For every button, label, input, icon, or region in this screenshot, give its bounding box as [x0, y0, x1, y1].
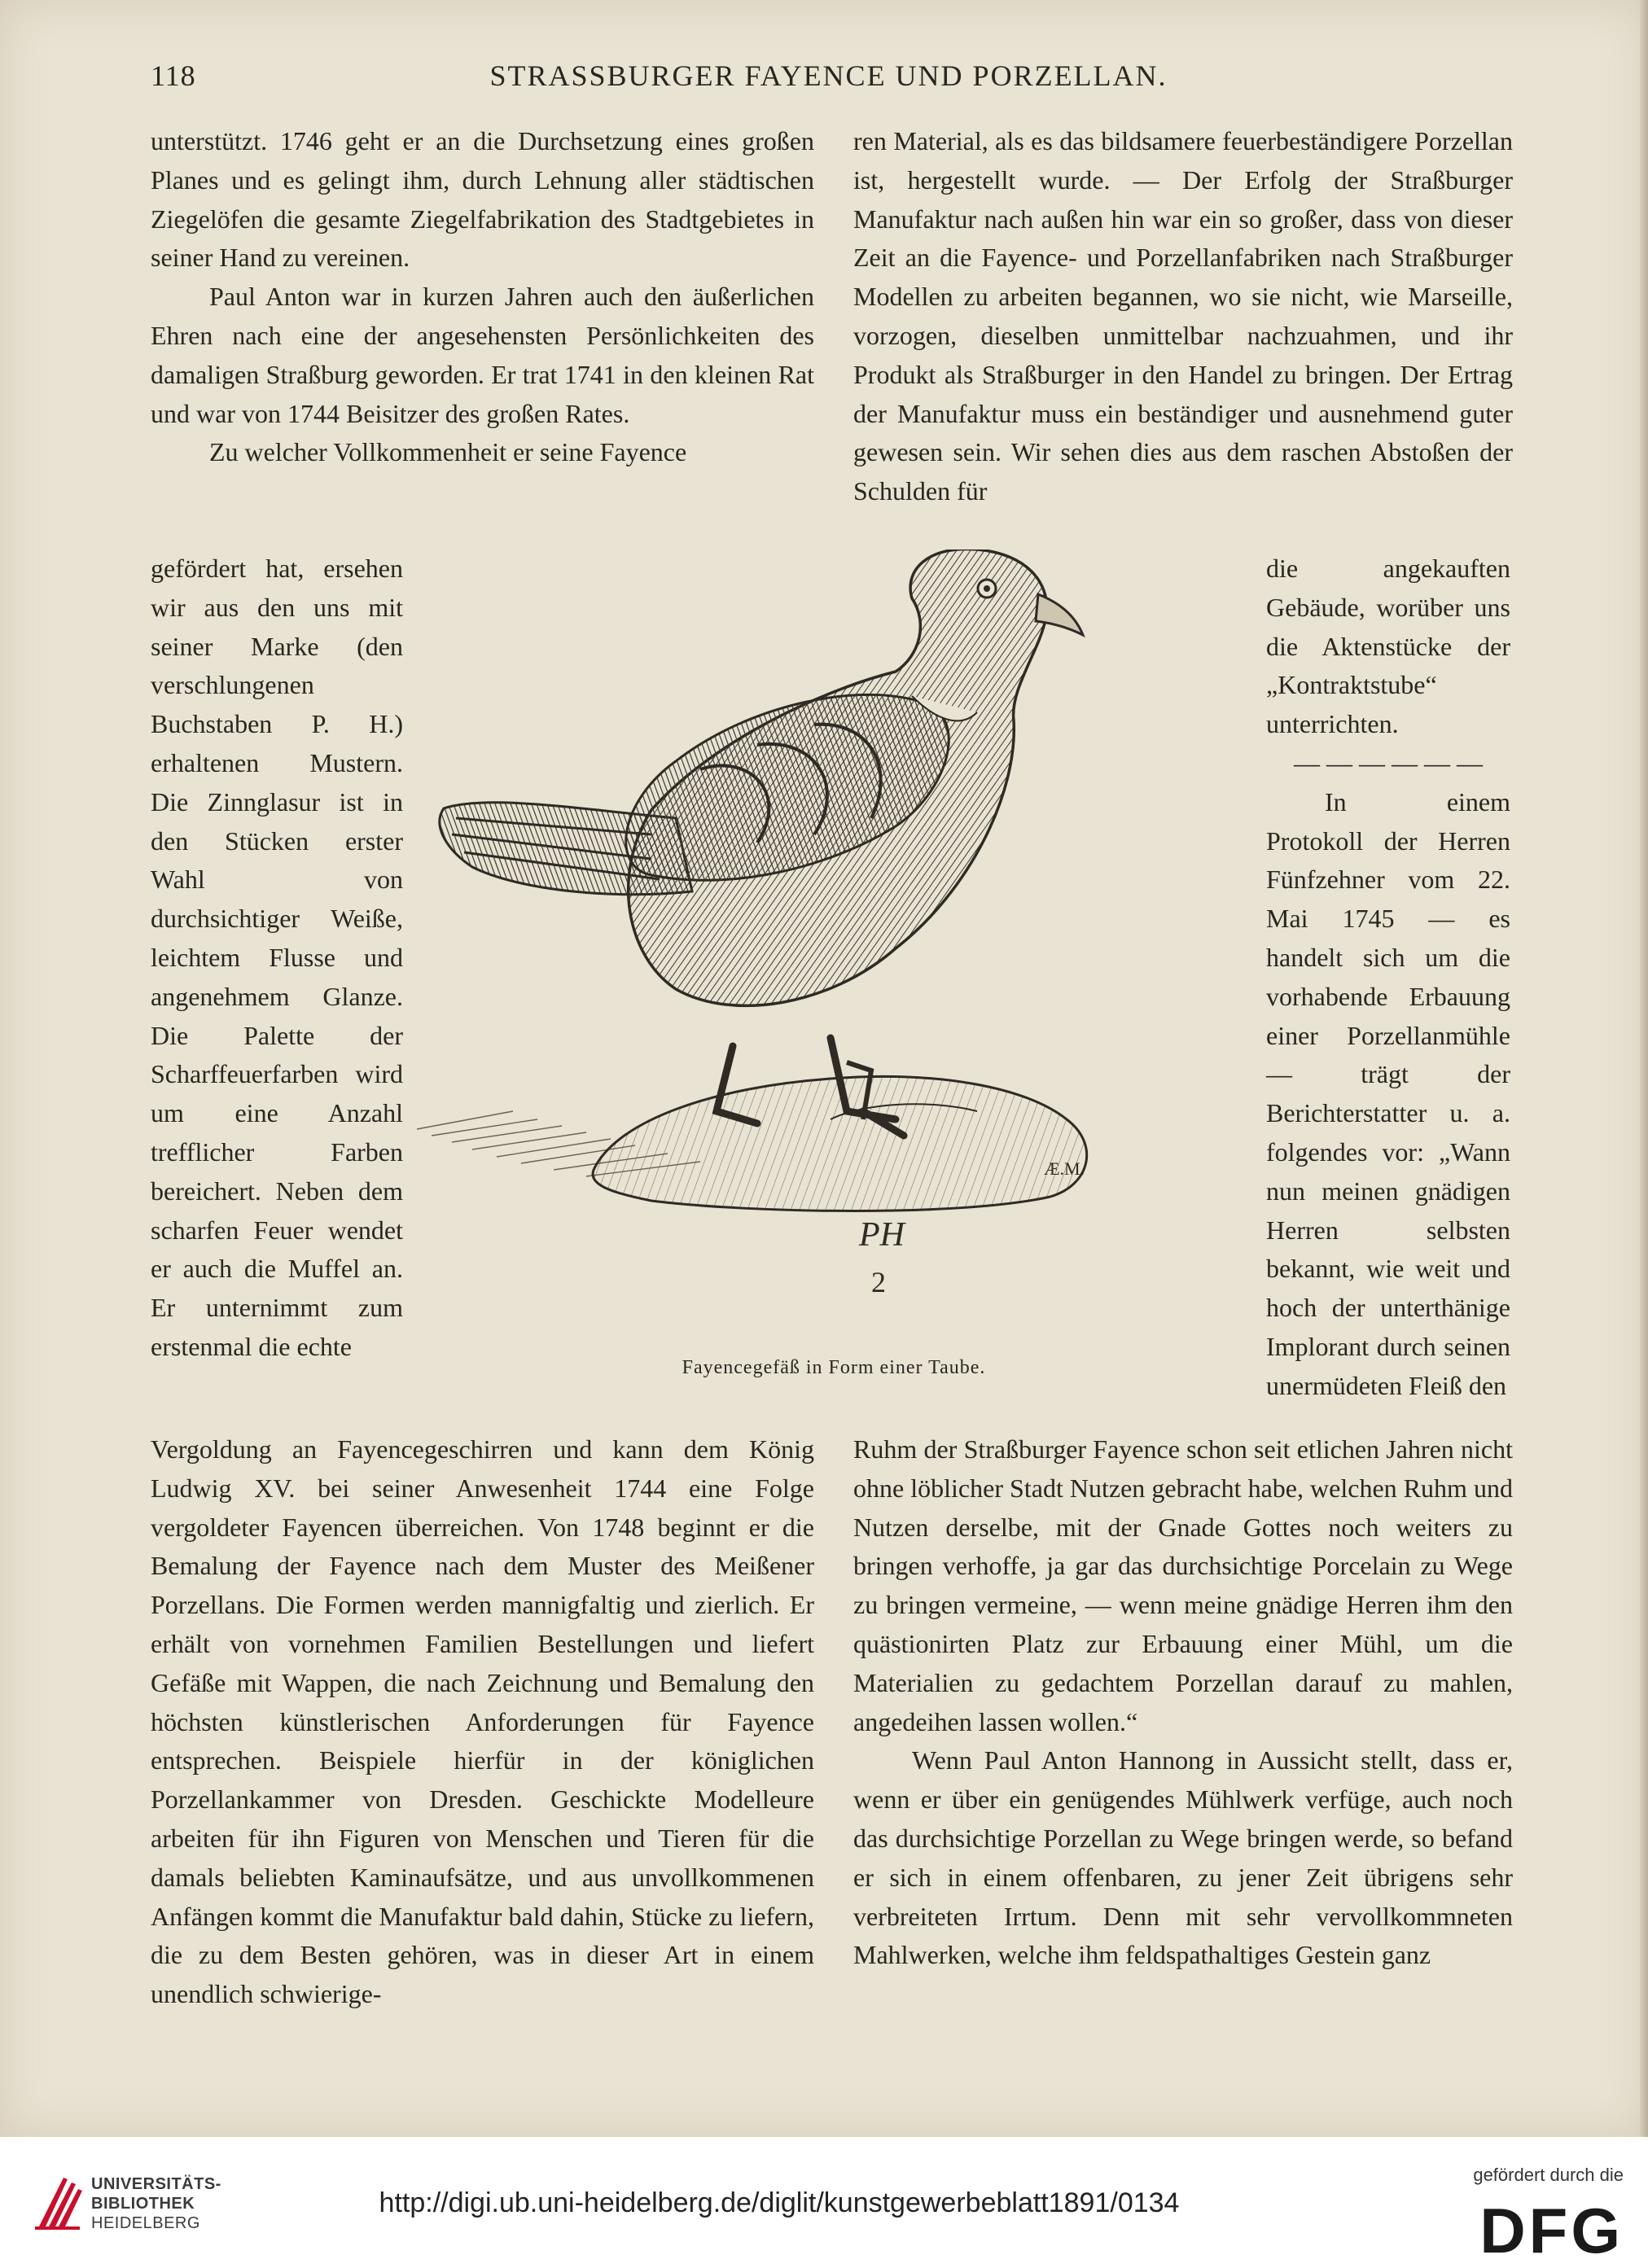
- left-column-top: [151, 122, 814, 472]
- figure-pigeon: [407, 549, 1260, 1388]
- maker-mark-ph: PH: [859, 1216, 905, 1254]
- running-title: STRASSBURGER FAYENCE UND PORZELLAN.: [489, 59, 1168, 92]
- logo-line: UNIVERSITÄTS-: [91, 2175, 221, 2193]
- left-column-beside-figure: [151, 549, 403, 1367]
- logo-line: BIBLIOTHEK: [91, 2195, 195, 2213]
- paragraph: In einem Protokoll der Herren Fünfzehner vom 22. Mai 1745 — es handelt sich um die vorhabende Erbauung einer Porzellanmühle — trägt der Berichterstatter u. a. folgendes vor: „Wann nun meinen gnädigen Herren selbsten bekannt, wie weit und hoch der unterthänige Implorant durch seinen unermüdeten Fleiß den: [1266, 786, 1510, 1400]
- maker-mark-number: 2: [871, 1266, 886, 1298]
- funded-by-label: gefördert durch die: [1473, 2165, 1624, 2185]
- paragraph: die angekauften Gebäude, worüber uns die Aktenstücke der „Kontraktstube“ unterrichten.: [1266, 554, 1510, 739]
- figure-caption: Fayencegefäß in Form einer Taube.: [682, 1357, 986, 1378]
- section-divider: — — — — — —: [1294, 747, 1483, 777]
- paragraph: Ruhm der Straßburger Fayence schon seit etlichen Jahren nicht ohne löblicher Stadt Nutzen gebracht habe, welchen Ruhm und Nutzen derselbe, mit der Gnade Gottes noch weiters zu bringen verhoffe, ja gar das durchsichtige Porcelain zu Wege zu bringen vermeine, — wenn meine gnädige Herren ihm den quästionirten Platz zur Erbauung einer Mühl, um die Materialien zu gedachtem Porzellan darauf zu mahlen, angedeihen lassen wollen.“: [853, 1434, 1513, 1736]
- right-column-beside-figure: [1266, 549, 1510, 1406]
- left-column-bottom: [151, 1430, 814, 2014]
- logo-line: HEIDELBERG: [91, 2214, 200, 2232]
- paragraph: ren Material, als es das bildsamere feuerbeständigere Porzellan ist, hergestellt wurde. — Der Erfolg der Straßburger Manufaktur nach außen hin war ein so großer, dass von dieser Zeit an die Fayence- und Porzellanfabriken nach Straßburger Modellen zu arbeiten begannen, wo sie nicht, wie Marseille, vorzogen, dieselben unmittelbar nachzuahmen, und ihr Produkt als Straßburger in den Handel zu bringen. Der Ertrag der Manufaktur muss ein beständiger und ausnehmend guter gewesen sein. Wir sehen dies aus dem raschen Abstoßen der Schulden für: [853, 126, 1513, 506]
- source-url-link[interactable]: http://digi.ub.uni-heidelberg.de/diglit/kunstgewerbeblatt1891/0134: [379, 2187, 1180, 2218]
- paragraph: gefördert hat, ersehen wir aus den uns mit seiner Marke (den verschlungenen Buchstaben P. H.) erhaltenen Mustern. Die Zinnglasur ist in den Stücken erster Wahl von durchsichtiger Weiße, leichtem Flusse und angenehmem Glanze. Die Palette der Scharffeuerfarben wird um eine Anzahl trefflicher Farben bereichert. Neben dem scharfen Feuer wendet er auch die Muffel an. Er unternimmt zum erstenmal die echte: [151, 554, 403, 1361]
- page-number: 118: [151, 59, 196, 92]
- right-column-top: [853, 122, 1513, 511]
- dfg-logo[interactable]: DFG: [1479, 2195, 1624, 2266]
- paragraph: Vergoldung an Fayencegeschirren und kann dem König Ludwig XV. bei seiner Anwesenheit 1744 eine Folge vergoldeter Fayencen überreichen. Von 1748 beginnt er die Bemalung der Fayence nach dem Muster des Meißener Porzellans. Die Formen werden mannigfaltig und zierlich. Er erhält von vornehmen Familien Bestellungen und liefert Gefäße mit Wappen, die nach Zeichnung und Bemalung den höchsten künstlerischen Anforderungen für Fayence entsprechen. Beispiele hierfür in der königlichen Porzellankammer von Dresden. Geschickte Modelleure arbeiten für ihn Figuren von Menschen und Tieren für die damals beliebten Kaminaufsätze, und aus unvollkommenen Anfängen kommt die Manufaktur bald dahin, Stücke zu liefern, die zu dem Besten gehören, was in dieser Art in einem unendlich schwierige-: [151, 1434, 814, 2009]
- footer-bar: [0, 2137, 1648, 2267]
- page-header: [151, 59, 1506, 99]
- artist-mark: Æ.M.: [1044, 1158, 1085, 1179]
- paragraph: Paul Anton war in kurzen Jahren auch den äußerlichen Ehren nach eine der angesehensten Persönlichkeiten des damaligen Straßburg geworden. Er trat 1741 in den kleinen Rat und war von 1744 Beisitzer des großen Rates.: [151, 282, 814, 428]
- rock-base: [593, 1076, 1087, 1211]
- right-column-bottom: [853, 1430, 1513, 1975]
- page-edge: [1640, 0, 1648, 2137]
- paragraph: Zu welcher Vollkommenheit er seine Fayence: [209, 437, 687, 467]
- paragraph: unterstützt. 1746 geht er an die Durchsetzung eines großen Planes und es gelingt ihm, durch Lehnung aller städtischen Ziegelöfen die gesamte Ziegelfabrikation des Stadtgebietes in seiner Hand zu vereinen.: [151, 126, 814, 273]
- paragraph: Wenn Paul Anton Hannong in Aussicht stellt, dass er, wenn er über ein genügendes Mühlwerk verfüge, auch noch das durchsichtige Porzellan zu Wege bringen werde, so befand er sich in einem offenbaren, zu jener Zeit übrigens sehr verbreiteten Irrtum. Denn mit sehr vervollkommneten Mahlwerken, welche ihm feldspathaltiges Gestein ganz: [853, 1745, 1513, 1970]
- pigeon-engraving: [407, 549, 1260, 1347]
